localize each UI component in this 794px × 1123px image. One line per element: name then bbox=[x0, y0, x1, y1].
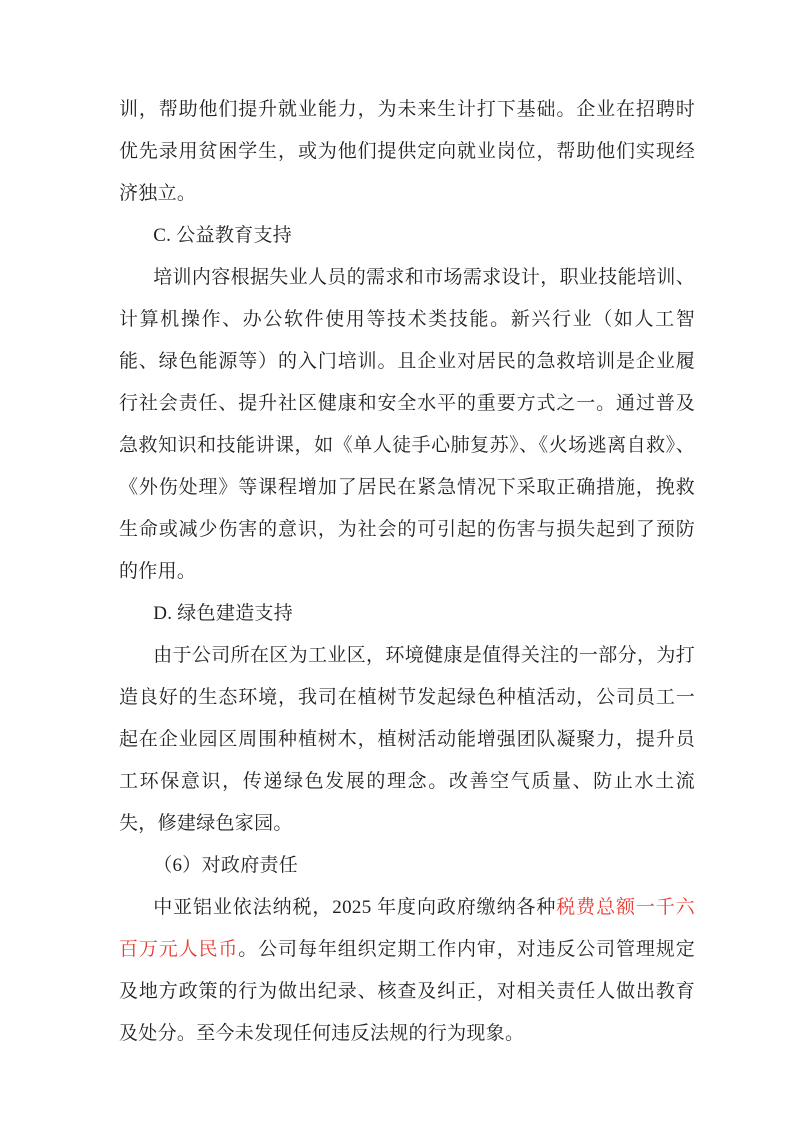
text-run: 培训内容根据失业人员的需求和市场需求设计，职业技能培训、计算机操作、办公软件使用等技术类技能。新兴行业（如人工智能、绿色能源等）的入门培训。且企业对居民的急救培训是企业履行社会责任、提升社区健康和安全水平的重要方式之一。通过普及急救知识和技能讲课，如《单人徒手心肺复苏》、《火场逃离自救》、《外伤处理》等课程增加了居民在紧急情况下采取正确措施，挽救生命或减少伤害的意识，为社会的可引起的伤害与损失起到了预防的作用。 bbox=[119, 267, 695, 582]
text-run: C. 公益教育支持 bbox=[153, 225, 293, 246]
text-run: D. 绿色建造支持 bbox=[153, 603, 294, 624]
document-body bbox=[119, 89, 695, 1055]
text-run: 由于公司所在区为工业区，环境健康是值得关注的一部分，为打造良好的生态环境，我司在植树节发起绿色种植活动，公司员工一起在企业园区周围种植树木，植树活动能增强团队凝聚力，提升员工环保意识，传递绿色发展的理念。改善空气质量、防止水土流失，修建绿色家园。 bbox=[119, 645, 695, 834]
body-paragraph bbox=[119, 89, 695, 215]
body-paragraph bbox=[119, 257, 695, 593]
heading-paragraph bbox=[119, 215, 695, 257]
text-run: 。公司每年组织定期工作内审，对违反公司管理规定及地方政策的行为做出纪录、核查及纠正，对相关责任人做出教育及处分。至今未发现任何违反法规的行为现象。 bbox=[119, 939, 695, 1044]
heading-paragraph bbox=[119, 845, 695, 887]
body-paragraph bbox=[119, 887, 695, 1055]
heading-paragraph bbox=[119, 593, 695, 635]
text-run: （6）对政府责任 bbox=[153, 855, 299, 876]
text-run: 训，帮助他们提升就业能力，为未来生计打下基础。企业在招聘时优先录用贫困学生，或为他们提供定向就业岗位，帮助他们实现经济独立。 bbox=[119, 99, 695, 204]
body-paragraph bbox=[119, 635, 695, 845]
highlighted-text-run: 税费总额一千六百万元人民币 bbox=[119, 897, 695, 960]
text-run: 中亚铝业依法纳税，2025 年度向政府缴纳各种 bbox=[153, 897, 557, 918]
